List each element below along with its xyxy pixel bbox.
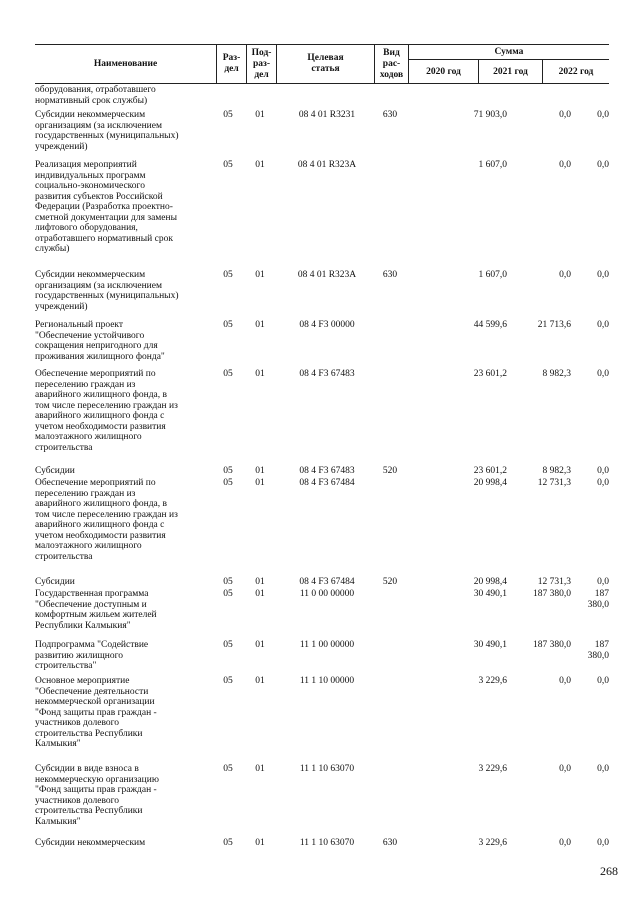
cell-y2: 12 731,3 xyxy=(537,478,571,488)
cell-art: 08 4 F3 67483 xyxy=(299,466,355,476)
cell-name: Основное мероприятие "Обеспечение деятельности некоммерческой организации "Фонд защиты прав граждан - участников долевого строительства Республики Калмыкия" xyxy=(35,676,157,749)
cell-kind: 630 xyxy=(382,838,398,848)
cell-sec: 05 xyxy=(223,764,233,774)
cell-y3: 0,0 xyxy=(597,160,609,170)
cell-art: 08 4 F3 67484 xyxy=(299,577,355,587)
cell-y1: 3 229,6 xyxy=(478,838,507,848)
cell-y3: 0,0 xyxy=(597,466,609,476)
cell-sec: 05 xyxy=(223,160,233,170)
cell-sub: 01 xyxy=(255,676,265,686)
cell-y1: 23 601,2 xyxy=(473,466,507,476)
cell-art: 08 4 01 R323A xyxy=(297,270,357,280)
cell-y2: 187 380,0 xyxy=(533,589,571,599)
cell-y1: 1 607,0 xyxy=(478,270,507,280)
cell-art: 08 4 F3 00000 xyxy=(299,320,355,330)
cell-sec: 05 xyxy=(223,466,233,476)
cell-sec: 05 xyxy=(223,640,233,650)
cell-name: Обеспечение мероприятий по переселению граждан из аварийного жилищного фонда, в том числе переселению граждан из аварийного жилищного фонда с учетом необходимости развития малоэтажного жилищного строительства xyxy=(35,369,178,453)
cell-y2: 0,0 xyxy=(559,838,571,848)
cell-art: 08 4 F3 67483 xyxy=(299,369,355,379)
cell-y2: 12 731,3 xyxy=(537,577,571,587)
cell-name: Государственная программа "Обеспечение доступным и комфортным жильем жителей Республики Калмыкия" xyxy=(35,589,157,631)
cell-y1: 44 599,6 xyxy=(473,320,507,330)
cell-art: 08 4 01 R323A xyxy=(297,160,357,170)
cell-name: Субсидии некоммерческим организациям (за исключением государственных (муниципальных) учреждений) xyxy=(35,270,179,312)
cell-sec: 05 xyxy=(223,110,233,120)
header-article: Целевая статья xyxy=(277,45,375,83)
cell-name: Реализация мероприятий индивидуальных программ социально-экономического развития субъектов Российской Федерации (Разработка проектно- сметной документации для замены лифтового оборудования, отработавшего нормативный срок службы) xyxy=(35,160,177,254)
cell-sub: 01 xyxy=(255,160,265,170)
cell-sub: 01 xyxy=(255,369,265,379)
cell-sub: 01 xyxy=(255,838,265,848)
cell-kind: 630 xyxy=(382,270,398,280)
cell-art: 11 1 10 63070 xyxy=(299,838,355,848)
cell-name: Субсидии некоммерческим организациям (за исключением государственных (муниципальных) учреждений) xyxy=(35,110,179,152)
cell-sub: 01 xyxy=(255,110,265,120)
cell-sec: 05 xyxy=(223,270,233,280)
header-subsection: Под- раз- дел xyxy=(247,45,277,83)
cell-y2: 0,0 xyxy=(559,160,571,170)
cell-name: Обеспечение мероприятий по переселению граждан из аварийного жилищного фонда, в том числе переселению граждан из аварийного жилищного фонда с учетом необходимости развития малоэтажного жилищного строительства xyxy=(35,478,178,562)
cell-sub: 01 xyxy=(255,270,265,280)
cell-y1: 20 998,4 xyxy=(473,577,507,587)
cell-sub: 01 xyxy=(255,577,265,587)
cell-y2: 8 982,3 xyxy=(542,466,571,476)
cell-name: оборудования, отработавшего нормативный срок службы) xyxy=(35,85,156,106)
cell-y2: 8 982,3 xyxy=(542,369,571,379)
cell-y3: 0,0 xyxy=(597,764,609,774)
cell-y2: 0,0 xyxy=(559,764,571,774)
cell-y1: 30 490,1 xyxy=(473,640,507,650)
cell-name: Субсидии некоммерческим xyxy=(35,838,146,848)
cell-kind: 520 xyxy=(382,466,398,476)
cell-y1: 3 229,6 xyxy=(478,676,507,686)
cell-y2: 187 380,0 xyxy=(533,640,571,650)
cell-art: 08 4 F3 67484 xyxy=(299,478,355,488)
cell-art: 11 1 10 63070 xyxy=(299,764,355,774)
header-kind: Вид рас- ходов xyxy=(375,45,409,83)
cell-y3: 0,0 xyxy=(597,577,609,587)
cell-y1: 71 903,0 xyxy=(473,110,507,120)
cell-y2: 0,0 xyxy=(559,676,571,686)
header-sum: Сумма xyxy=(409,45,609,60)
cell-name: Субсидии xyxy=(35,577,75,587)
cell-y1: 30 490,1 xyxy=(473,589,507,599)
cell-kind: 520 xyxy=(382,577,398,587)
cell-y3: 0,0 xyxy=(597,369,609,379)
cell-y1: 20 998,4 xyxy=(473,478,507,488)
cell-sec: 05 xyxy=(223,838,233,848)
cell-sec: 05 xyxy=(223,589,233,599)
cell-y3: 0,0 xyxy=(597,478,609,488)
cell-sub: 01 xyxy=(255,320,265,330)
page-number: 268 xyxy=(600,864,618,878)
cell-name: Субсидии в виде взноса в некоммерческую организацию "Фонд защиты прав граждан - участников долевого строительства Республики Калмыкия" xyxy=(35,764,159,827)
header-year-2020: 2020 год xyxy=(409,60,479,83)
cell-y1: 1 607,0 xyxy=(478,160,507,170)
header-year-2022: 2022 год xyxy=(558,66,594,77)
cell-y3: 0,0 xyxy=(597,676,609,686)
cell-art: 11 1 10 00000 xyxy=(299,676,355,686)
cell-sub: 01 xyxy=(255,478,265,488)
cell-sec: 05 xyxy=(223,676,233,686)
cell-art: 11 1 00 00000 xyxy=(299,640,355,650)
cell-sec: 05 xyxy=(223,320,233,330)
cell-y3: 187 380,0 xyxy=(587,640,609,661)
cell-sec: 05 xyxy=(223,369,233,379)
cell-y3: 187 380,0 xyxy=(587,589,609,610)
table-header xyxy=(35,44,609,84)
header-section: Раз- дел xyxy=(217,45,247,83)
cell-y3: 0,0 xyxy=(597,110,609,120)
cell-y3: 0,0 xyxy=(597,838,609,848)
cell-name: Субсидии xyxy=(35,466,75,476)
cell-y1: 3 229,6 xyxy=(478,764,507,774)
cell-y1: 23 601,2 xyxy=(473,369,507,379)
cell-sub: 01 xyxy=(255,764,265,774)
cell-y2: 0,0 xyxy=(559,110,571,120)
cell-sec: 05 xyxy=(223,577,233,587)
cell-y2: 21 713,6 xyxy=(537,320,571,330)
cell-y2: 0,0 xyxy=(559,270,571,280)
header-year-2021: 2021 год xyxy=(479,60,543,83)
cell-sub: 01 xyxy=(255,640,265,650)
cell-name: Подпрограмма "Содействие развитию жилищного строительства" xyxy=(35,640,149,671)
cell-art: 08 4 01 R3231 xyxy=(298,110,356,120)
cell-sub: 01 xyxy=(255,589,265,599)
cell-sec: 05 xyxy=(223,478,233,488)
cell-y3: 0,0 xyxy=(597,270,609,280)
cell-y3: 0,0 xyxy=(597,320,609,330)
header-name: Наименование xyxy=(35,45,217,83)
cell-art: 11 0 00 00000 xyxy=(299,589,355,599)
cell-sub: 01 xyxy=(255,466,265,476)
cell-kind: 630 xyxy=(382,110,398,120)
cell-name: Региональный проект "Обеспечение устойчивого сокращения непригодного для проживания жилищного фонда" xyxy=(35,320,165,362)
